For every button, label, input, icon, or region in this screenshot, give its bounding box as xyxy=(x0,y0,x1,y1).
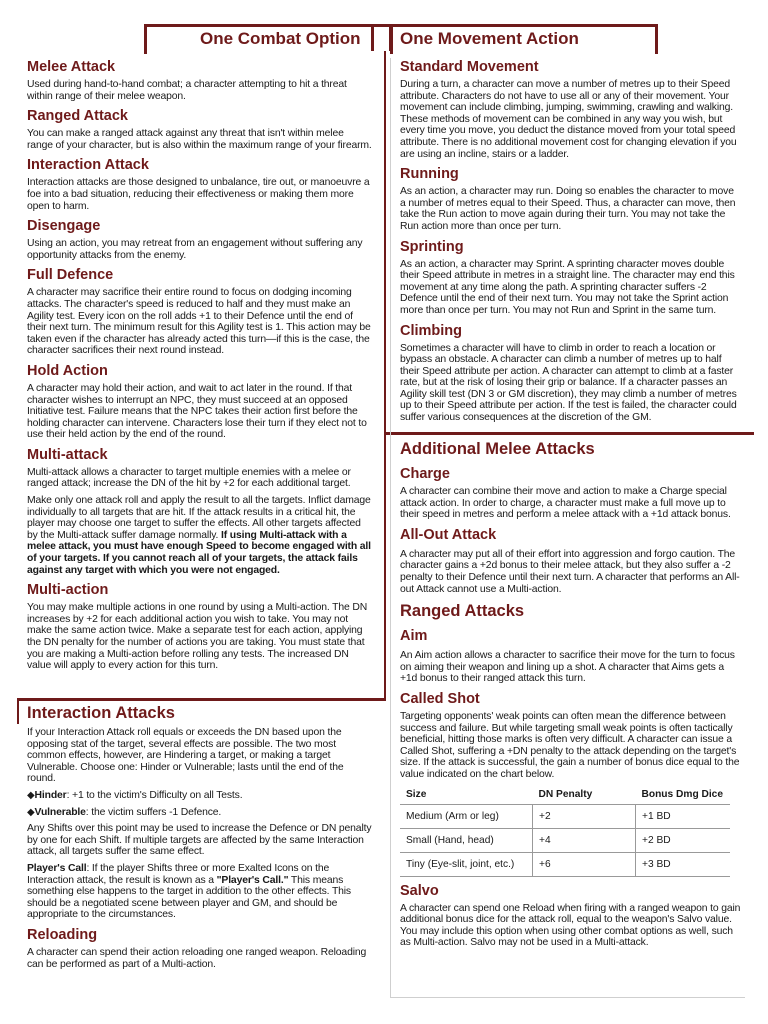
header-title-movement: One Movement Action xyxy=(400,29,579,48)
interaction-box-top-rule xyxy=(17,698,386,701)
hinder-text: : +1 to the victim's Difficulty on all Tests. xyxy=(66,789,243,801)
multi-action-heading: Multi-action xyxy=(27,582,109,599)
hold-action-text: A character may hold their action, and wait to act later in the round. If that character wishes to interrupt an NPC, they must succeed at an opposed Initiative test. Failure means that the NPC takes their action first before the holding character can intervene. Characters lose their turn if they elect not to use their held action by the end of the round. xyxy=(27,382,367,441)
reloading-text: A character can spend their action reloading one ranged weapon. Reloading can be performed as part of a Multi-action. xyxy=(27,946,367,970)
ranged-attack-text: You can make a ranged attack against any threat that isn't within melee range of your character, but is also within the maximum range of your firearm. xyxy=(27,128,372,151)
vulnerable-bullet xyxy=(27,807,372,819)
movement-column xyxy=(400,58,742,424)
table-row xyxy=(400,828,730,852)
climbing-text: Sometimes a character will have to climb in order to reach a location or bypass an obstacle. A character can climb a number of metres up to half their Speed attribute per action. A character can attempt to climb at a faster rate, but at the risk of losing their grip or balance. If a character passes an Agility skill test (DN 3 or GM discretion), they may climb a number of metres up to their Speed attribute per action. If the test is failed, the character could suffer various consequences at the discretion of the GM. xyxy=(400,342,737,424)
hinder-label: Hinder xyxy=(34,789,67,801)
charge-heading: Charge xyxy=(400,466,450,482)
running-text: As an action, a character may run. Doing so enables the character to move a number of metres equal to their Speed. Thus, a character can move, then take the Run action to move again during their turn. You may not take the Run action more than once per turn. xyxy=(400,186,736,232)
table-cell: +1 BD xyxy=(636,804,731,828)
salvo-text: A character can spend one Reload when firing with a ranged weapon to gain additional bonus dice for the attack roll, equal to the weapon's Salvo value. You may include this option when using other combat options as well, such as Multi-action. Salvo may not be used in a Multi-attack. xyxy=(400,902,741,949)
charge-text: A character can combine their move and action to make a Charge special attack action. In order to charge, a character must make a full move up to their speed in metres and perform a melee attack with a +1d attack bonus. xyxy=(400,486,731,521)
aim-heading: Aim xyxy=(400,628,428,645)
sprinting-text: As an action, a character may Sprint. A sprinting character moves double their Speed attribute in metres in a straight line. The character may end this movement at any time along the path. A sprinting character suffers -2 Defence until the end of their next turn. You may not take the Sprint action more than once per turn. You may not Run and Sprint in the same turn. xyxy=(400,258,735,316)
disengage-heading: Disengage xyxy=(27,218,101,235)
multi-attack-text: Multi-attack allows a character to target multiple enemies with a melee or ranged attack; increase the DN of the hit by +2 for each additional target. xyxy=(27,466,351,490)
sprinting-heading: Sprinting xyxy=(400,238,464,255)
climbing-heading: Climbing xyxy=(400,322,463,339)
table-header-bonus-dice: Bonus Dmg Dice xyxy=(636,785,731,805)
players-call-text xyxy=(27,863,372,921)
combat-options-column xyxy=(27,58,372,672)
called-shot-table xyxy=(400,785,730,877)
table-row xyxy=(400,804,730,828)
table-cell: Medium (Arm or leg) xyxy=(400,804,533,828)
additional-melee-title: Additional Melee Attacks xyxy=(400,440,595,458)
right-column-bottom-guide xyxy=(390,997,745,998)
table-cell: +2 xyxy=(533,804,636,828)
header-frame-connector xyxy=(371,24,391,54)
ranged-attacks-title: Ranged Attacks xyxy=(400,602,525,621)
multi-attack-text-2 xyxy=(27,495,372,576)
players-call-desc-2: This means something else happens to the target in addition to the other effects. This should be a negotiated scene between player and GM, and should be appropriate to the circumstances. xyxy=(27,874,351,921)
table-cell: Small (Hand, head) xyxy=(400,828,533,852)
multi-attack-bold-rule: If using Multi-attack with a melee attack, you must have enough Speed to become engaged with all of your targets. If you cannot reach all of your targets, the attack fails against any target with which you were not engaged. xyxy=(27,529,371,576)
table-cell: +2 BD xyxy=(636,828,731,852)
interaction-attack-heading: Interaction Attack xyxy=(27,157,149,174)
all-out-attack-text: A character may put all of their effort into aggression and forgo caution. The character gains a +2d bonus to their melee attack, but they also suffer a -2 penalty to their Defence until their next turn. A character that performs an All-out Attack cannot use a Multi-action. xyxy=(400,548,740,595)
shifts-text: Any Shifts over this point may be used to increase the Defence or DN penalty by one for each Shift. If multiple targets are affected by the same Interaction attack, all targets suffer the same effect. xyxy=(27,823,372,858)
disengage-text: Using an action, you may retreat from an engagement without suffering any opportunity attacks from the enemy. xyxy=(27,238,363,261)
interaction-attacks-section xyxy=(27,702,372,970)
vulnerable-label: Vulnerable xyxy=(34,806,86,818)
table-cell: +6 xyxy=(533,852,636,876)
table-cell: +3 BD xyxy=(636,852,731,876)
called-shot-text: Targeting opponents' weak points can often mean the difference between success and failure. But while targeting small weak points is often tactically beneficial, hitting those marks is often very difficult. A character can issue a Called Shot, suffering a +DN penalty to the attack depending on the target's size. If the attack is successful, the gain a number of bonus dice equal to the value indicated on the chart below. xyxy=(400,710,740,780)
table-cell: +4 xyxy=(533,828,636,852)
melee-attack-text: Used during hand-to-hand combat; a character attempting to hit a threat within range of their melee weapon. xyxy=(27,79,347,102)
multi-action-text: You may make multiple actions in one round by using a Multi-action. The DN increases by +2 for each additional action you wish to take. You may not make the same action twice. Make a separate test for each action, applying the DN penalty for the number of actions you are taking. You must state that you are making a Multi-action before rolling any tests. The increased DN value will apply to every action for this turn. xyxy=(27,602,368,672)
table-cell: Tiny (Eye-slit, joint, etc.) xyxy=(400,852,533,876)
interaction-box-left-rule xyxy=(17,698,19,724)
table-header-dn-penalty: DN Penalty xyxy=(533,785,636,805)
interaction-attacks-title: Interaction Attacks xyxy=(27,704,175,722)
diamond-bullet-icon: ◆ xyxy=(27,806,35,818)
melee-box-left-rule xyxy=(384,432,386,700)
standard-movement-text: During a turn, a character can move a number of metres up to their Speed attribute. Characters do not have to use all or any of their movement. Your movement can include climbing, jumping, swimming, crawling and walking. These methods of movement can be combined in any way you wish, but every time you move, you deduct the distance moved from your total speed attribute. There is no additional movement cost for changing elevation if you are using an incline, stairs or a ladder. xyxy=(400,79,737,160)
standard-movement-heading: Standard Movement xyxy=(400,59,539,75)
reloading-heading: Reloading xyxy=(27,926,98,943)
salvo-heading: Salvo xyxy=(400,882,439,899)
full-defence-text: A character may sacrifice their entire round to focus on dodging incoming attacks. The character's speed is reduced to half and they must make an Agility test. Every icon on the roll adds +1 to their Defence until the end of their next turn. The minimum result for this Agility test is 1. This action may be taken even if the character has already acted this turn—if this is the case, the character sacrifices their next round instead. xyxy=(27,287,371,357)
hold-action-heading: Hold Action xyxy=(27,362,108,379)
melee-attack-heading: Melee Attack xyxy=(27,59,116,75)
players-call-desc: : If the player Shifts three or more Exalted Icons on the Interaction attack, the result is known as a xyxy=(27,862,330,886)
melee-box-top-rule xyxy=(384,432,754,435)
header-divider-right xyxy=(389,24,392,51)
multi-attack-heading: Multi-attack xyxy=(27,446,108,463)
attacks-section xyxy=(400,438,742,949)
players-call-quote: "Player's Call." xyxy=(216,874,289,886)
interaction-attack-text: Interaction attacks are those designed to unbalance, tire out, or manoeuvre a foe into a bad situation, reducing their effectiveness or making them more open to harm. xyxy=(27,177,370,212)
multi-attack-rules: Make only one attack roll and apply the result to all the targets. Inflict damage individually to all targets that are hit. If the attack results in a critical hit, the player may choose one target to suffer the effects. All other targets affected by the Multi-attack suffer damage normally. xyxy=(27,495,371,541)
header-title-combat: One Combat Option xyxy=(200,29,361,48)
table-header-size: Size xyxy=(400,785,533,805)
called-shot-heading: Called Shot xyxy=(400,690,480,707)
right-column-guide xyxy=(390,58,391,998)
vulnerable-text: : the victim suffers -1 Defence. xyxy=(85,806,222,818)
table-header-row xyxy=(400,785,730,805)
aim-text: An Aim action allows a character to sacrifice their move for the turn to focus on aiming their weapon and lining up a shot. A character that Aims gets a +1d bonus to their ranged attack this turn. xyxy=(400,650,735,685)
running-heading: Running xyxy=(400,166,459,183)
header-divider-left xyxy=(371,24,374,51)
diamond-bullet-icon: ◆ xyxy=(27,789,35,801)
table-row xyxy=(400,852,730,876)
full-defence-heading: Full Defence xyxy=(27,267,114,284)
hinder-bullet xyxy=(27,790,372,802)
all-out-attack-heading: All-Out Attack xyxy=(400,526,497,543)
players-call-label: Player's Call xyxy=(27,862,87,874)
ranged-attack-heading: Ranged Attack xyxy=(27,108,128,125)
interaction-intro-text: If your Interaction Attack roll equals or exceeds the DN based upon the opposing stat of the target, several effects are possible. The two most common effects, however, are Hindering a target, or making a target Vulnerable. Choose one: Hinder or Vulnerable; lasts until the end of the round. xyxy=(27,727,344,785)
